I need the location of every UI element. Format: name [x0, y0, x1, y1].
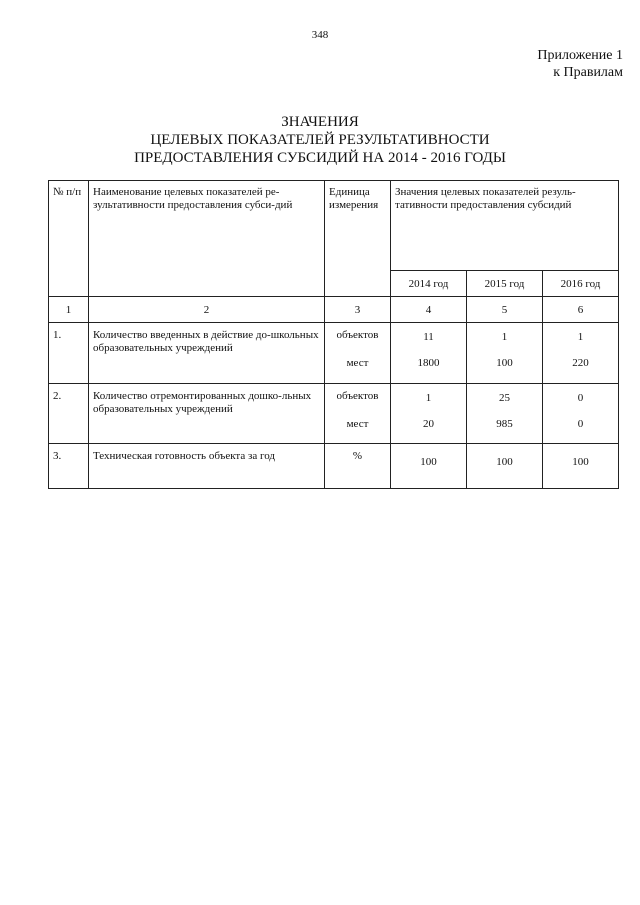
header-num: № п/п: [49, 181, 89, 297]
row-number: 2.: [49, 384, 89, 444]
row-unit: объектов: [325, 384, 391, 418]
header-year-2016: 2016 год: [543, 271, 619, 297]
column-numbers-row: [49, 297, 619, 323]
column-number: 2: [89, 297, 325, 323]
row-value-2015: 100: [467, 444, 543, 489]
row-indicator-name: Количество отремонтированных дошко-льных образовательных учреждений: [89, 384, 325, 444]
indicators-table: [48, 180, 619, 489]
title-line-2: ЦЕЛЕВЫХ ПОКАЗАТЕЛЕЙ РЕЗУЛЬТАТИВНОСТИ: [150, 132, 490, 148]
row-unit: мест: [325, 418, 391, 444]
row-value-2015: 985: [467, 418, 543, 444]
header-name: Наименование целевых показателей ре-зультативности предоставления субси-дий: [89, 181, 325, 297]
column-number: 6: [543, 297, 619, 323]
row-indicator-name: Количество введенных в действие до-школьных образовательных учреждений: [89, 323, 325, 384]
row-value-2016: 0: [543, 418, 619, 444]
table-header-row: [49, 181, 619, 271]
column-number: 1: [49, 297, 89, 323]
table-row: [49, 384, 619, 418]
table-row: [49, 323, 619, 357]
row-value-2016: 100: [543, 444, 619, 489]
row-value-2014: 20: [391, 418, 467, 444]
document-title: [0, 113, 640, 167]
header-year-2014: 2014 год: [391, 271, 467, 297]
title-line-3: ПРЕДОСТАВЛЕНИЯ СУБСИДИЙ НА 2014 - 2016 ГОДЫ: [134, 150, 506, 166]
row-value-2015: 25: [467, 384, 543, 418]
header-year-2015: 2015 год: [467, 271, 543, 297]
row-unit: объектов: [325, 323, 391, 357]
row-value-2015: 1: [467, 323, 543, 357]
page-number: 348: [311, 29, 329, 41]
column-number: 4: [391, 297, 467, 323]
row-number: 3.: [49, 444, 89, 489]
row-value-2016: 0: [543, 384, 619, 418]
row-indicator-name: Техническая готовность объекта за год: [89, 444, 325, 489]
row-value-2016: 1: [543, 323, 619, 357]
appendix-line-1: Приложение 1: [537, 48, 623, 63]
table-row: [49, 444, 619, 489]
column-number: 5: [467, 297, 543, 323]
title-line-1: ЗНАЧЕНИЯ: [281, 114, 359, 130]
row-value-2014: 11: [391, 323, 467, 357]
header-values: Значения целевых показателей резуль-тативности предоставления субсидий: [391, 181, 619, 271]
appendix-line-2: к Правилам: [553, 65, 623, 80]
row-unit: мест: [325, 357, 391, 384]
row-value-2015: 100: [467, 357, 543, 384]
column-number: 3: [325, 297, 391, 323]
row-unit: %: [325, 444, 391, 489]
row-value-2016: 220: [543, 357, 619, 384]
row-number: 1.: [49, 323, 89, 384]
row-value-2014: 100: [391, 444, 467, 489]
header-unit: Единица измерения: [325, 181, 391, 297]
row-value-2014: 1: [391, 384, 467, 418]
row-value-2014: 1800: [391, 357, 467, 384]
appendix-note: [537, 47, 623, 81]
